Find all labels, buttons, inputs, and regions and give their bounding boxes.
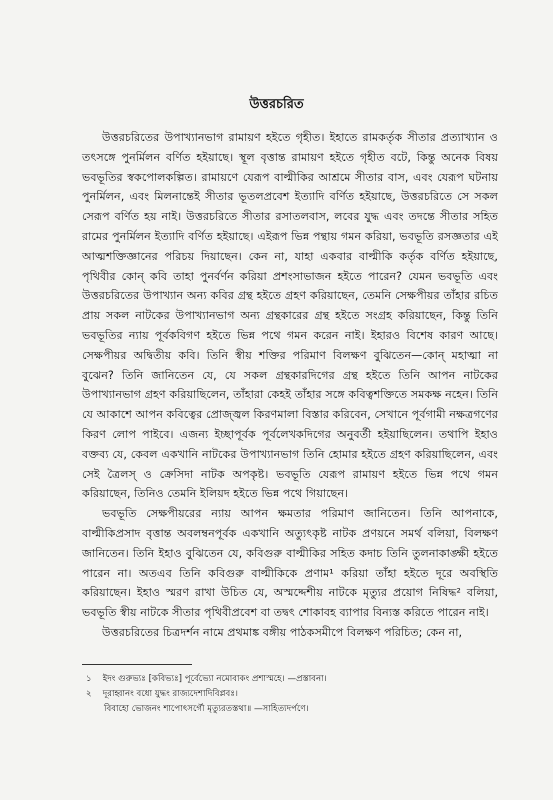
page-title: উত্তরচরিত — [249, 97, 304, 112]
footnote-text: দূরাহ্বানং বধো যুদ্ধং রাজ্যদেশাদিবিপ্লবঃ। — [102, 689, 238, 699]
footnote-text: ইদং গুরুভ্যঃ [কবিভ্যঃ] পূর্বেভ্যো নমোবাকং প্রশাস্মহে। —প্রস্তাবনা। — [102, 674, 327, 684]
paragraph-3: উত্তরচরিতের চিত্রদর্শন নামে প্রথমাঙ্ক বঙ্গীয় পাঠকসমীপে বিলক্ষণ পরিচিত; কেন না, — [102, 625, 463, 639]
footnote-1 — [82, 672, 498, 687]
footnote-2 — [82, 687, 498, 717]
footnote-number: ১ — [86, 674, 92, 684]
footnote-number: ২ — [86, 689, 92, 699]
paragraph-1: উত্তরচরিতের উপাখ্যানভাগ রামায়ণ হইতে গৃহীত। ইহাতে রামকর্তৃক সীতার প্রত্যাখ্যান ও তৎসঙ্গে পুনর্মিলন বর্ণিত হইয়াছে। স্থূল বৃত্তান্ত রামায়ণ হইতে গৃহীত বটে, কিন্তু অনেক বিষয় ভবভূতির স্বকপোলকল্পিত। রামায়ণে যেরূপ বাল্মীকির আশ্রমে সীতার বাস, এবং যেরূপ ঘটনায় পুনর্মিলন, এবং মিলনান্তেই সীতার ভূতলপ্রবেশ ইত্যাদি বর্ণিত হইয়াছে, উত্তরচরিতে সে সকল সেরূপ বর্ণিত হয় নাই। উত্তরচরিতে সীতার রসাতলবাস, লবের যুদ্ধ এবং তদন্তে সীতার সহিত রামের পুনর্মিলন ইত্যাদি বর্ণিত হইয়াছে। এইরূপ ভিন্ন পন্থায় গমন করিয়া, ভবভূতি রসজ্ঞতার এই আত্মশক্তিজ্ঞানের পরিচয় দিয়াছেন। কেন না, যাহা একবার বাল্মীকি কর্তৃক বর্ণিত হইয়াছে, পৃথিবীর কোন্ কবি তাহা পুনর্বর্ণন করিয়া প্রশংসাভাজন হইতে পারেন? যেমন ভবভূতি এবং উত্তরচরিতের উপাখ্যান অন্য কবির গ্রন্থ হইতে গ্রহণ করিয়াছেন, তেমনি সেক্ষপীয়র তাঁহার রচিত প্রায় সকল নাটকের উপাখ্যানভাগ অন্য গ্রন্থকারের গ্রন্থ হইতে সংগ্রহ করিয়াছেন, কিন্তু তিনি ভবভূতির ন্যায় পূর্বকবিগণ হইতে ভিন্ন পথে গমন করেন নাই। ইহারও বিশেষ কারণ আছে। সেক্ষপীয়র অদ্বিতীয় কবি। তিনি স্বীয় শক্তির পরিমাণ বিলক্ষণ বুঝিতেন—কোন্ মহাত্মা না বুঝেন? তিনি জানিতেন যে, যে সকল গ্রন্থকারদিগের গ্রন্থ হইতে তিনি আপন নাটকের উপাখ্যানভাগ গ্রহণ করিয়াছিলেন, তাঁহারা কেহই তাঁহার সঙ্গে কবিত্বশক্তিতে সমকক্ষ নহেন। তিনি যে আকাশে আপন কবিত্বের প্রোজ্জ্বল কিরণমালা বিস্তার করিবেন, সেখানে পূর্বগামী নক্ষত্রগণের কিরণ লোপ পাইবে। এজন্য ইচ্ছাপূর্বক পূর্বলেখকদিগের অনুবর্তী হইয়াছিলেন। তথাপি ইহাও বক্তব্য যে, কেবল একখানি নাটকের উপাখ্যানভাগ তিনি হোমার হইতে গ্রহণ করিয়াছিলেন, এবং সেই ত্রৈলস্ ও ক্রেসিদা নাটক অপকৃষ্ট। ভবভূতি যেরূপ রামায়ণ হইতে ভিন্ন পথে গমন করিয়াছেন, তিনিও তেমনি ইলিয়দ হইতে ভিন্ন পথে গিয়াছেন। — [82, 131, 498, 501]
body-text — [82, 128, 498, 643]
paragraph-2: ভবভূতি সেক্ষপীয়রের ন্যায় আপন ক্ষমতার পরিমাণ জানিতেন। তিনি আপনাকে, বাল্মীকিপ্রসাদ বৃত্তান্ত অবলম্বনপূর্বক একখানি অত্যুৎকৃষ্ট নাটক প্রণয়নে সমর্থ বলিয়া, বিলক্ষণ জানিতেন। তিনি ইহাও বুঝিতেন যে, কবিগুরু বাল্মীকির সহিত কদাচ তিনি তুলনাকাঙ্ক্ষী হইতে পারেন না। অতএব তিনি কবিগুরু বাল্মীকিকে প্রণাম¹ করিয়া তাঁহা হইতে দূরে অবস্থিতি করিয়াছেন। ইহাও স্মরণ রাখা উচিত যে, অস্মদ্দেশীয় নাটকে মৃত্যুর প্রয়োগ নিষিদ্ধ² বলিয়া, ভবভূতি স্বীয় নাটকে সীতার পৃথিবীপ্রবেশ বা তদ্বৎ শোকাবহ ব্যাপার বিন্যস্ত করিতে পারেন নাই। — [82, 507, 498, 620]
footnote-continuation: বিবাহো ভোজনং শাপোৎসর্গৌ মৃত্যুরতস্তথা॥ —সাহিত্যদর্পণে। — [104, 704, 309, 714]
footnotes — [82, 672, 498, 717]
footnote-divider — [82, 664, 192, 665]
